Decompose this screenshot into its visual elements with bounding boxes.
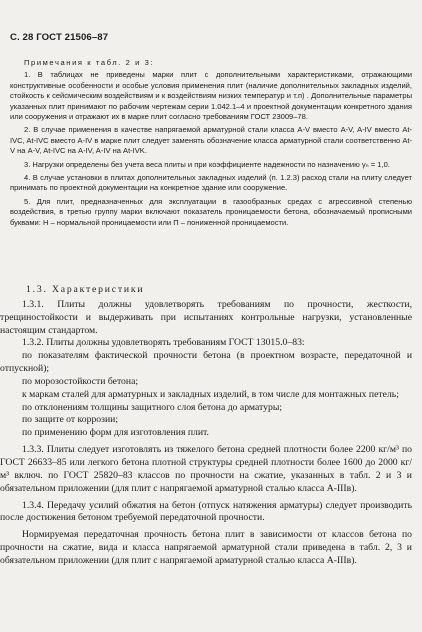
- note-3: 3. Нагрузки определены без учета веса плиты и при коэффициенте надежности по назначению γₙ = 1,0.: [24, 159, 390, 169]
- paragraph-1-3-4-norm: Нормируемая передаточная прочность бетона плит в зависимости от классов бетона по прочности на сжатие, вида и класса напрягаемой арматурной стали приведена в табл. 2, 3 и обязательном приложении (для плит с напрягаемой арматурной сталью класса А-IIIв).: [0, 529, 412, 566]
- notes-block: [10, 58, 412, 228]
- list-item: по защите от коррозии;: [22, 414, 119, 426]
- paragraph-1-3-2: 1.3.2. Плиты должны удовлетворять требованиям ГОСТ 13015.0–83:: [22, 337, 305, 349]
- section-heading: 1.3. Характеристики: [26, 284, 145, 295]
- notes-heading: Примечания к табл. 2 и 3:: [24, 58, 155, 67]
- note-5: 5. Для плит, предназначенных для эксплуатации в газообразных средах с агрессивной степенью воздействия, в третью группу марки включают показатель проницаемости бетона, обозначаемый прописными буквами: Н – нормальной проницаемости или П – пониженной проницаемости.: [10, 196, 412, 227]
- page-header: С. 28 ГОСТ 21506–87: [10, 32, 109, 43]
- list-item: по показателям фактической прочности бетона (в проектном возрасте, передаточной и отпускной);: [0, 350, 412, 375]
- paragraph-1-3-4: 1.3.4. Передачу усилий обжатия на бетон (отпуск натяжения арматуры) следует производить после достижения бетоном требуемой передаточной прочности.: [0, 499, 412, 524]
- note-4: 4. В случае установки в плитах дополнительных закладных изделий (п. 1.2.3) расход стали на плиту следует принимать по проектной документации на конкретное здание или сооружение.: [10, 173, 412, 193]
- list-item: по отклонениям толщины защитного слоя бетона до арматуры;: [22, 401, 283, 413]
- list-item: по применению форм для изготовления плит.: [22, 427, 209, 439]
- note-1: 1. В таблицах не приведены марки плит с дополнительными характеристиками, отражающими конструктивные особенности и особые условия применения плит (наличие дополнительных закладных изделий, стойкость к сейсмическим воздействиям и к воздействиям низких температур и т.п) . Дополнительные параметры указанных плит принимают по рабочим чертежам серии 1.042.1–4 и проектной документации конкретного здания или сооружения и отражают их в марке плит согласно требованиям ГОСТ 23009–78.: [10, 70, 412, 122]
- paragraph-1-3-1: 1.3.1. Плиты должны удовлетворять требованиям по прочности, жесткости, трещиностойкости и выдерживать при испытаниях контрольные нагрузки, установленные настоящим стандартом.: [0, 298, 412, 336]
- note-2: 2. В случае применения в качестве напрягаемой арматурной стали класса A-V вместо A-V, A-IV вместо At-IVC, At-IVC вместо A-IV в марке плит следует заменять обозначение класса арматурной стали соответственно At-V на A-V, At-IVC на A-IV, A-IV на At-IVK.: [10, 125, 412, 156]
- list-item: к маркам сталей для арматурных и закладных изделий, в том числе для монтажных петель;: [22, 388, 399, 400]
- list-item: по морозостойкости бетона;: [22, 375, 139, 387]
- main-text: [0, 284, 412, 568]
- paragraph-1-3-3: 1.3.3. Плиты следует изготовлять из тяжелого бетона средней плотности более 2200 кг/м³ по ГОСТ 26633–85 или легкого бетона плотной структуры средней плотности более 1600 до 2000 кг/м³ включ. по ГОСТ 25820–83 классов по прочности на сжатие, указанных в табл. 2 и 3 и обязательном приложении (для плит с напрягаемой арматурной сталью класса А-IIIв).: [0, 444, 412, 494]
